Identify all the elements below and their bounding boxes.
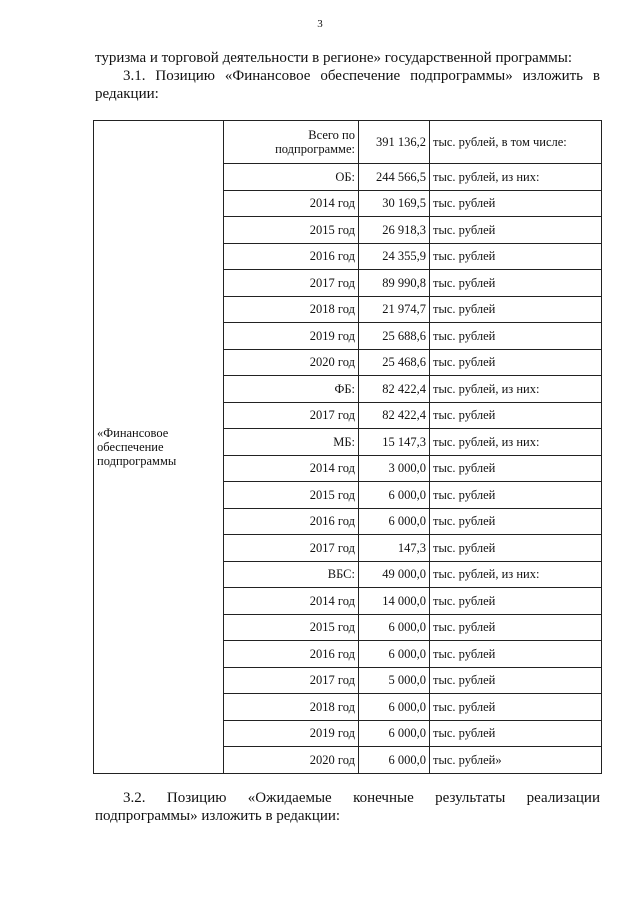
- funding-amount: 6 000,0: [359, 508, 430, 535]
- item-3-2-continuation: подпрограммы» изложить в редакции:: [95, 808, 341, 824]
- funding-source-name: 2014 год: [224, 190, 359, 217]
- funding-source-name: 2017 год: [224, 535, 359, 562]
- funding-unit: тыс. рублей: [430, 190, 602, 217]
- financing-table-body: [94, 121, 602, 774]
- funding-source-name: 2018 год: [224, 296, 359, 323]
- funding-amount: 3 000,0: [359, 455, 430, 482]
- funding-amount: 14 000,0: [359, 588, 430, 615]
- funding-amount: 6 000,0: [359, 694, 430, 721]
- funding-amount: 25 688,6: [359, 323, 430, 350]
- item-3-1-continuation: редакции:: [95, 86, 159, 102]
- funding-unit: тыс. рублей: [430, 667, 602, 694]
- funding-amount: 244 566,5: [359, 164, 430, 191]
- funding-unit: тыс. рублей: [430, 614, 602, 641]
- funding-amount: 30 169,5: [359, 190, 430, 217]
- funding-amount: 6 000,0: [359, 720, 430, 747]
- funding-amount: 24 355,9: [359, 243, 430, 270]
- funding-source-name: 2019 год: [224, 323, 359, 350]
- funding-source-name: 2016 год: [224, 508, 359, 535]
- funding-amount: 15 147,3: [359, 429, 430, 456]
- funding-unit: тыс. рублей: [430, 535, 602, 562]
- funding-source-name: 2015 год: [224, 614, 359, 641]
- page-number: 3: [317, 18, 323, 30]
- table-row: [94, 121, 602, 164]
- item-3-2-line: 3.2. Позицию «Ожидаемые конечные результаты реализации: [123, 790, 600, 806]
- funding-source-name: 2019 год: [224, 720, 359, 747]
- funding-amount: 82 422,4: [359, 376, 430, 403]
- financing-table: [93, 120, 602, 774]
- funding-amount: 6 000,0: [359, 641, 430, 668]
- funding-amount: 6 000,0: [359, 614, 430, 641]
- funding-source-name: 2020 год: [224, 349, 359, 376]
- funding-source-name: 2015 год: [224, 482, 359, 509]
- funding-amount: 6 000,0: [359, 747, 430, 774]
- funding-unit: тыс. рублей: [430, 720, 602, 747]
- funding-unit: тыс. рублей, из них:: [430, 561, 602, 588]
- funding-source-name: ОБ:: [224, 164, 359, 191]
- funding-source-name: 2020 год: [224, 747, 359, 774]
- funding-unit: тыс. рублей: [430, 323, 602, 350]
- funding-source-name: 2015 год: [224, 217, 359, 244]
- funding-amount: 391 136,2: [359, 121, 430, 164]
- funding-source-name: Всего по подпрограмме:: [224, 121, 359, 164]
- funding-amount: 25 468,6: [359, 349, 430, 376]
- funding-amount: 5 000,0: [359, 667, 430, 694]
- funding-unit: тыс. рублей: [430, 588, 602, 615]
- funding-unit: тыс. рублей: [430, 270, 602, 297]
- funding-unit: тыс. рублей: [430, 482, 602, 509]
- funding-unit: тыс. рублей, в том числе:: [430, 121, 602, 164]
- funding-source-name: 2014 год: [224, 588, 359, 615]
- funding-amount: 21 974,7: [359, 296, 430, 323]
- funding-source-name: 2017 год: [224, 270, 359, 297]
- funding-unit: тыс. рублей: [430, 349, 602, 376]
- funding-unit: тыс. рублей, из них:: [430, 429, 602, 456]
- funding-source-name: ФБ:: [224, 376, 359, 403]
- funding-unit: тыс. рублей: [430, 694, 602, 721]
- funding-unit: тыс. рублей: [430, 508, 602, 535]
- funding-source-name: 2017 год: [224, 402, 359, 429]
- funding-unit: тыс. рублей: [430, 402, 602, 429]
- funding-amount: 26 918,3: [359, 217, 430, 244]
- funding-amount: 6 000,0: [359, 482, 430, 509]
- funding-amount: 147,3: [359, 535, 430, 562]
- funding-amount: 82 422,4: [359, 402, 430, 429]
- funding-source-name: 2016 год: [224, 243, 359, 270]
- funding-unit: тыс. рублей, из них:: [430, 376, 602, 403]
- funding-source-name: МБ:: [224, 429, 359, 456]
- funding-source-name: 2016 год: [224, 641, 359, 668]
- item-3-1-line: 3.1. Позицию «Финансовое обеспечение подпрограммы» изложить в: [123, 68, 600, 84]
- intro-line: туризма и торговой деятельности в регионе» государственной программы:: [95, 50, 573, 66]
- funding-unit: тыс. рублей: [430, 243, 602, 270]
- funding-amount: 89 990,8: [359, 270, 430, 297]
- funding-source-name: 2018 год: [224, 694, 359, 721]
- funding-unit: тыс. рублей, из них:: [430, 164, 602, 191]
- funding-unit: тыс. рублей: [430, 296, 602, 323]
- funding-unit: тыс. рублей: [430, 641, 602, 668]
- row-label-financing: «Финансовое обеспечение подпрограммы: [94, 121, 224, 774]
- funding-source-name: 2014 год: [224, 455, 359, 482]
- funding-amount: 49 000,0: [359, 561, 430, 588]
- funding-unit: тыс. рублей»: [430, 747, 602, 774]
- funding-source-name: ВБС:: [224, 561, 359, 588]
- funding-unit: тыс. рублей: [430, 217, 602, 244]
- funding-source-name: 2017 год: [224, 667, 359, 694]
- funding-unit: тыс. рублей: [430, 455, 602, 482]
